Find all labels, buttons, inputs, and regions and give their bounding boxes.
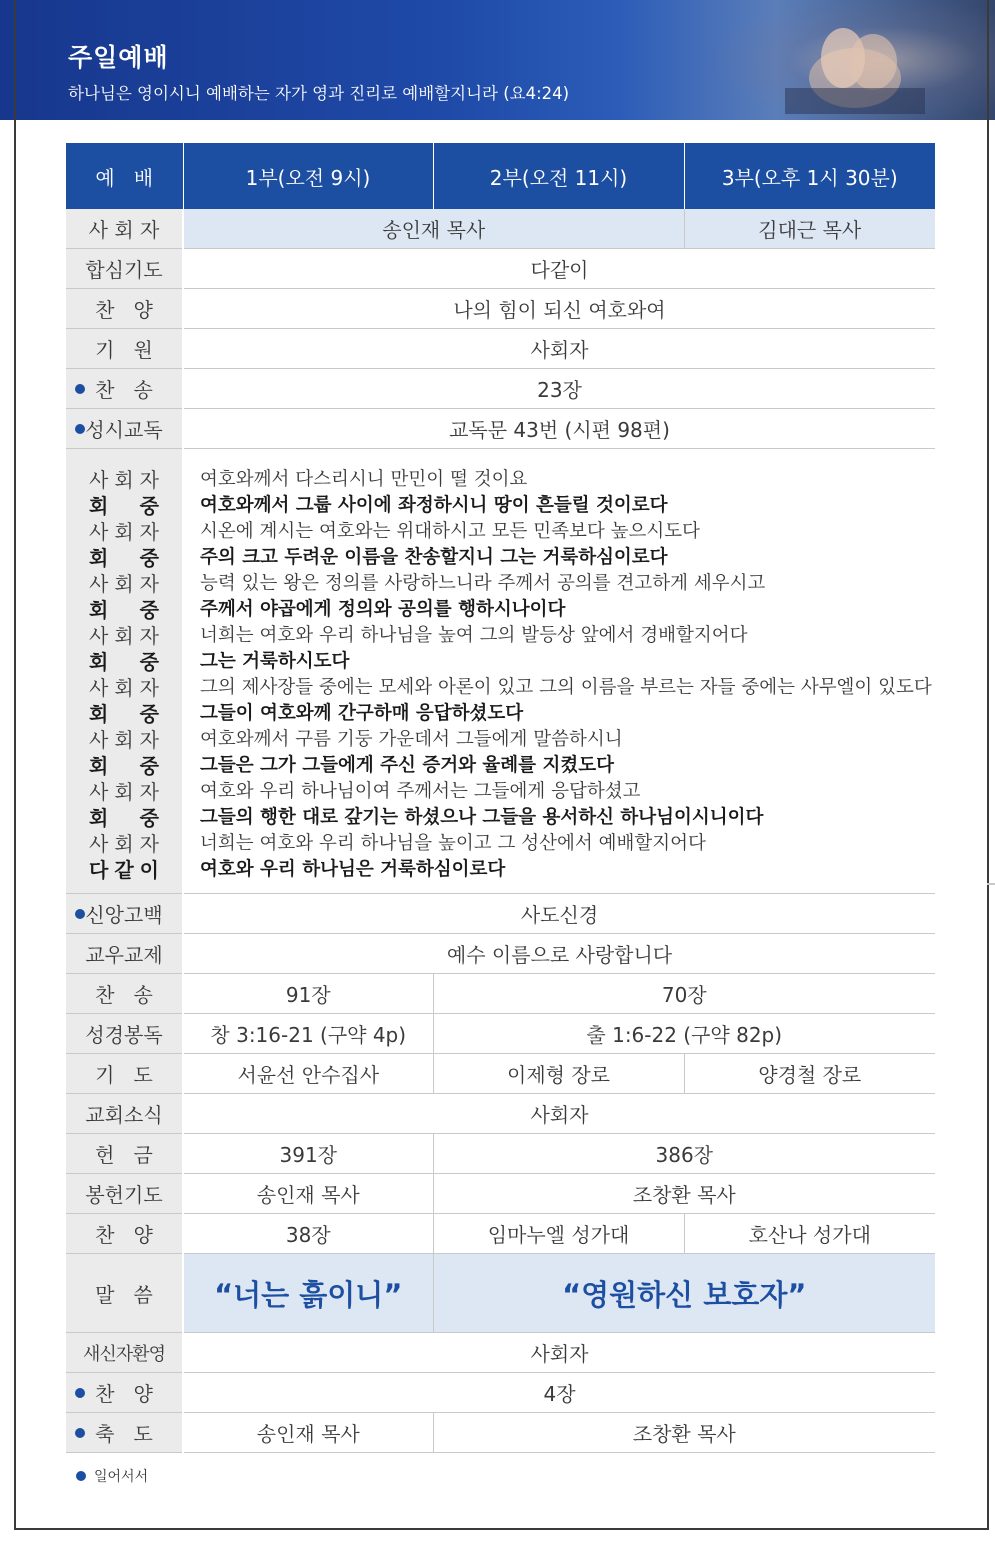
responsive-speaker-char: 중 bbox=[139, 702, 159, 726]
cell-sermon-2-3: “영원하신 보호자” bbox=[433, 1254, 935, 1333]
row-label: 교우교제 bbox=[66, 934, 183, 974]
responsive-speaker-char: 회 bbox=[114, 520, 134, 544]
responsive-speaker-char: 회 bbox=[89, 702, 109, 726]
responsive-line: 그들이 여호와께 간구하매 응답하셨도다 bbox=[200, 703, 524, 724]
footnote bbox=[76, 1466, 148, 1486]
responsive-speaker bbox=[89, 597, 159, 623]
row-label: 합심기도 bbox=[66, 249, 183, 289]
cell-prayer-2: 이제형 장로 bbox=[433, 1054, 684, 1094]
header-cell-2nd: 2부(오전 11시) bbox=[433, 143, 684, 209]
responsive-speaker-char: 회 bbox=[114, 572, 134, 596]
row-label: 기 도 bbox=[66, 1054, 183, 1094]
row-hymn-2 bbox=[66, 974, 935, 1014]
responsive-speaker bbox=[89, 857, 159, 883]
responsive-speaker-char: 회 bbox=[114, 728, 134, 752]
responsive-speaker-char: 회 bbox=[114, 780, 134, 804]
responsive-speaker bbox=[89, 571, 159, 597]
cell-leader-3: 김대근 목사 bbox=[684, 209, 935, 249]
footnote-text: 일어서서 bbox=[94, 1469, 149, 1485]
cell-benediction-1: 송인재 목사 bbox=[183, 1413, 433, 1453]
row-leader bbox=[66, 209, 935, 249]
row-welcome bbox=[66, 1333, 935, 1373]
row-label: 신앙고백 bbox=[66, 894, 183, 934]
responsive-line: 여호와께서 다스리시니 만민이 떨 것이요 bbox=[200, 469, 528, 490]
standing-dot-icon bbox=[75, 909, 85, 919]
responsive-speaker-char: 중 bbox=[139, 598, 159, 622]
cell-scripture-1: 창 3:16-21 (구약 4p) bbox=[183, 1014, 433, 1054]
responsive-speaker-char: 다 bbox=[89, 858, 109, 882]
row-hymn-3 bbox=[66, 1373, 935, 1413]
responsive-speaker bbox=[89, 831, 159, 857]
responsive-speaker-char: 사 bbox=[89, 728, 109, 752]
row-silent-prayer bbox=[66, 249, 935, 289]
cell-praise-3: 호산나 성가대 bbox=[684, 1214, 935, 1254]
responsive-labels bbox=[66, 449, 183, 894]
responsive-speaker-char: 사 bbox=[89, 624, 109, 648]
responsive-speaker-char: 중 bbox=[139, 806, 159, 830]
row-label: 말 씀 bbox=[66, 1254, 183, 1333]
responsive-line: 주께서 야곱에게 정의와 공의를 행하시나이다 bbox=[200, 599, 566, 620]
row-offering-prayer bbox=[66, 1174, 935, 1214]
cell-news: 사회자 bbox=[183, 1094, 935, 1134]
row-label: 봉헌기도 bbox=[66, 1174, 183, 1214]
responsive-speaker-char: 중 bbox=[139, 494, 159, 518]
cell-prayer-1: 서윤선 안수집사 bbox=[183, 1054, 433, 1094]
standing-dot-icon bbox=[75, 384, 85, 394]
responsive-speaker bbox=[89, 727, 159, 753]
row-creed bbox=[66, 894, 935, 934]
row-label: 헌 금 bbox=[66, 1134, 183, 1174]
cell-hymn-3: 4장 bbox=[183, 1373, 935, 1413]
responsive-speaker-char: 사 bbox=[89, 780, 109, 804]
standing-dot-icon bbox=[75, 1428, 85, 1438]
cell-offering-2-3: 386장 bbox=[433, 1134, 935, 1174]
responsive-speaker-char: 회 bbox=[89, 754, 109, 778]
cell-praise: 나의 힘이 되신 여호와여 bbox=[183, 289, 935, 329]
responsive-speaker bbox=[89, 701, 159, 727]
row-psalm-reading bbox=[66, 409, 935, 449]
responsive-speaker-char: 자 bbox=[139, 728, 159, 752]
cell-prayer-3: 양경철 장로 bbox=[684, 1054, 935, 1094]
cell-scripture-2-3: 출 1:6-22 (구약 82p) bbox=[433, 1014, 935, 1054]
responsive-speaker bbox=[89, 649, 159, 675]
cell-creed: 사도신경 bbox=[183, 894, 935, 934]
row-label: 교회소식 bbox=[66, 1094, 183, 1134]
responsive-speaker-char: 자 bbox=[139, 676, 159, 700]
responsive-speaker-char: 자 bbox=[139, 520, 159, 544]
responsive-speaker-char: 중 bbox=[139, 650, 159, 674]
row-praise-2 bbox=[66, 1214, 935, 1254]
row-scripture bbox=[66, 1014, 935, 1054]
responsive-speaker-char: 회 bbox=[114, 832, 134, 856]
row-label: 축 도 bbox=[66, 1413, 183, 1453]
row-label: 사 회 자 bbox=[66, 209, 183, 249]
row-offering bbox=[66, 1134, 935, 1174]
responsive-speaker-char: 회 bbox=[89, 598, 109, 622]
cell-benediction-2-3: 조창환 목사 bbox=[433, 1413, 935, 1453]
cell-fellowship: 예수 이름으로 사랑합니다 bbox=[183, 934, 935, 974]
cell-praise-2: 임마누엘 성가대 bbox=[433, 1214, 684, 1254]
cell-praise-1: 38장 bbox=[183, 1214, 433, 1254]
responsive-speaker-char: 자 bbox=[139, 572, 159, 596]
responsive-speaker-char: 회 bbox=[89, 650, 109, 674]
page-subtitle: 하나님은 영이시니 예배하는 자가 영과 진리로 예배할지니라 (요4:24) bbox=[68, 84, 570, 103]
cell-hymn-1: 91장 bbox=[183, 974, 433, 1014]
responsive-speaker-char: 회 bbox=[114, 624, 134, 648]
responsive-speaker bbox=[89, 805, 159, 831]
row-label: 찬 양 bbox=[66, 1214, 183, 1254]
cell-psalm-reading: 교독문 43번 (시편 98편) bbox=[183, 409, 935, 449]
responsive-line: 그들은 그가 그들에게 주신 증거와 율례를 지켰도다 bbox=[200, 755, 614, 776]
responsive-line: 그는 거룩하시도다 bbox=[200, 651, 350, 672]
row-news bbox=[66, 1094, 935, 1134]
table-header-row bbox=[66, 143, 935, 209]
row-label: 찬 송 bbox=[66, 369, 183, 409]
responsive-line: 시온에 계시는 여호와는 위대하시고 모든 민족보다 높으시도다 bbox=[200, 521, 700, 542]
row-praise bbox=[66, 289, 935, 329]
row-fellowship bbox=[66, 934, 935, 974]
header-cell-1st: 1부(오전 9시) bbox=[183, 143, 433, 209]
responsive-speaker-char: 사 bbox=[89, 468, 109, 492]
responsive-speaker-char: 자 bbox=[139, 832, 159, 856]
responsive-speaker bbox=[89, 779, 159, 805]
responsive-line: 능력 있는 왕은 정의를 사랑하느니라 주께서 공의를 견고하게 세우시고 bbox=[200, 573, 766, 594]
responsive-speaker bbox=[89, 623, 159, 649]
responsive-line: 여호와께서 그룹 사이에 좌정하시니 땅이 흔들릴 것이로다 bbox=[200, 495, 668, 516]
responsive-speaker-char: 사 bbox=[89, 676, 109, 700]
responsive-speaker bbox=[89, 493, 159, 519]
responsive-line: 그들의 행한 대로 갚기는 하셨으나 그들을 용서하신 하나님이시니이다 bbox=[200, 807, 764, 828]
standing-dot-icon bbox=[75, 1388, 85, 1398]
responsive-speaker-char: 중 bbox=[139, 546, 159, 570]
cell-offering-1: 391장 bbox=[183, 1134, 433, 1174]
cell-offering-prayer-2-3: 조창환 목사 bbox=[433, 1174, 935, 1214]
responsive-speaker-char: 같 bbox=[114, 858, 134, 882]
responsive-speaker bbox=[89, 545, 159, 571]
responsive-speaker-char: 회 bbox=[89, 806, 109, 830]
cell-invocation: 사회자 bbox=[183, 329, 935, 369]
responsive-speaker bbox=[89, 675, 159, 701]
responsive-line: 너희는 여호와 우리 하나님을 높이고 그 성산에서 예배할지어다 bbox=[200, 833, 706, 854]
row-label: 기 원 bbox=[66, 329, 183, 369]
row-label: 성경봉독 bbox=[66, 1014, 183, 1054]
standing-dot-icon bbox=[76, 1471, 86, 1481]
row-invocation bbox=[66, 329, 935, 369]
responsive-text bbox=[183, 449, 935, 894]
row-label: 찬 송 bbox=[66, 974, 183, 1014]
responsive-line: 그의 제사장들 중에는 모세와 아론이 있고 그의 이름을 부르는 자들 중에는 사무엘이 있도다 bbox=[200, 677, 932, 698]
responsive-speaker-char: 이 bbox=[139, 858, 159, 882]
responsive-speaker-char: 자 bbox=[139, 780, 159, 804]
responsive-speaker-char: 회 bbox=[114, 676, 134, 700]
row-responsive-reading bbox=[66, 449, 935, 894]
cell-welcome: 사회자 bbox=[183, 1333, 935, 1373]
responsive-line: 주의 크고 두려운 이름을 찬송할지니 그는 거룩하심이로다 bbox=[200, 547, 668, 568]
row-prayer bbox=[66, 1054, 935, 1094]
responsive-speaker-char: 중 bbox=[139, 754, 159, 778]
responsive-speaker bbox=[89, 753, 159, 779]
responsive-speaker-char: 자 bbox=[139, 468, 159, 492]
responsive-speaker-char: 회 bbox=[89, 546, 109, 570]
row-label: 찬 양 bbox=[66, 289, 183, 329]
row-label: 성시교독 bbox=[66, 409, 183, 449]
responsive-speaker bbox=[89, 467, 159, 493]
responsive-speaker-char: 회 bbox=[114, 468, 134, 492]
standing-dot-icon bbox=[75, 424, 85, 434]
cell-offering-prayer-1: 송인재 목사 bbox=[183, 1174, 433, 1214]
responsive-line: 여호와 우리 하나님이여 주께서는 그들에게 응답하셨고 bbox=[200, 781, 641, 802]
row-label: 새신자환영 bbox=[66, 1333, 183, 1373]
cell-sermon-1: “너는 흙이니” bbox=[183, 1254, 433, 1333]
cell-hymn: 23장 bbox=[183, 369, 935, 409]
cell-silent-prayer: 다같이 bbox=[183, 249, 935, 289]
responsive-speaker bbox=[89, 519, 159, 545]
cell-hymn-2-3: 70장 bbox=[433, 974, 935, 1014]
responsive-line: 여호와께서 구름 기둥 가운데서 그들에게 말씀하시니 bbox=[200, 729, 623, 750]
page-title: 주일예배 bbox=[68, 43, 169, 72]
row-sermon bbox=[66, 1254, 935, 1333]
responsive-speaker-char: 사 bbox=[89, 520, 109, 544]
responsive-speaker-char: 자 bbox=[139, 624, 159, 648]
cell-leader-1-2: 송인재 목사 bbox=[183, 209, 684, 249]
responsive-line: 여호와 우리 하나님은 거룩하심이로다 bbox=[200, 859, 506, 880]
responsive-speaker-char: 사 bbox=[89, 832, 109, 856]
row-benediction bbox=[66, 1413, 935, 1453]
row-label: 찬 양 bbox=[66, 1373, 183, 1413]
responsive-speaker-char: 사 bbox=[89, 572, 109, 596]
responsive-speaker-char: 회 bbox=[89, 494, 109, 518]
service-order-table bbox=[66, 143, 935, 1453]
margin-tick bbox=[987, 883, 995, 885]
header-cell-service: 예 배 bbox=[66, 143, 183, 209]
row-hymn bbox=[66, 369, 935, 409]
responsive-line: 너희는 여호와 우리 하나님을 높여 그의 발등상 앞에서 경배할지어다 bbox=[200, 625, 748, 646]
header-cell-3rd: 3부(오후 1시 30분) bbox=[684, 143, 935, 209]
